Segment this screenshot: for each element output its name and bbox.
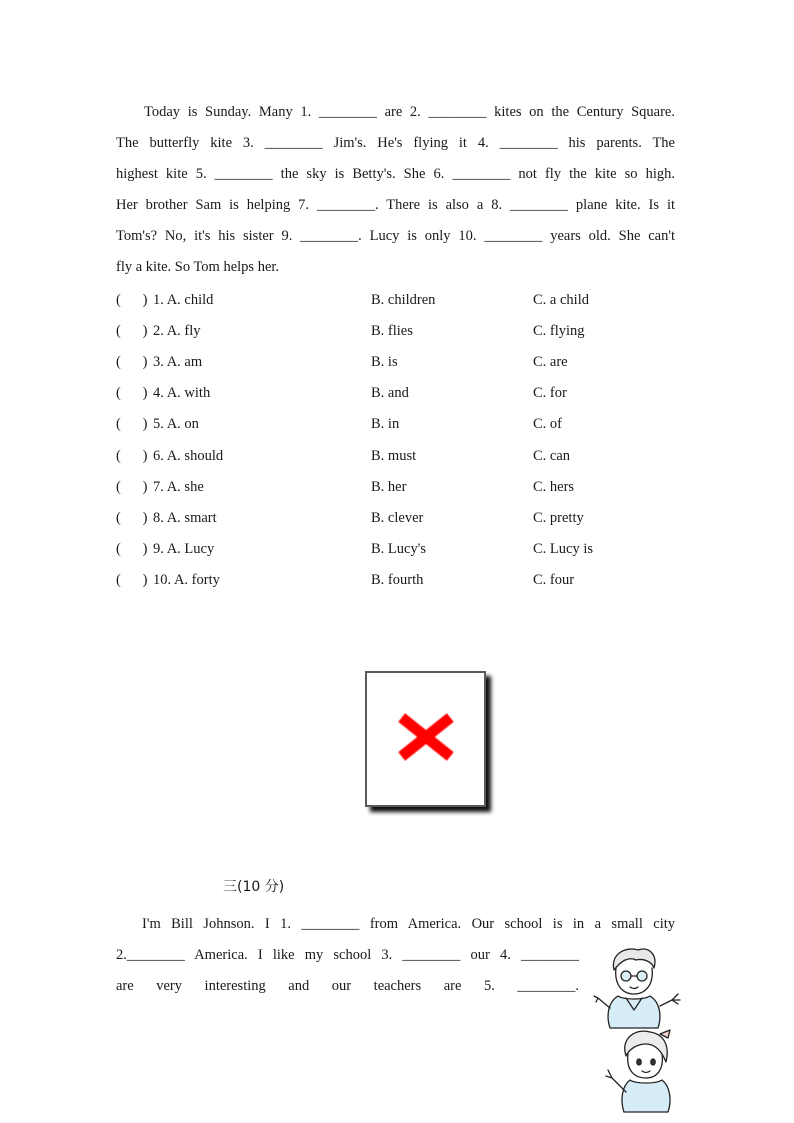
passage-1-line: highest kite 5. ________ the sky is Betty's. She 6. ________ not fly the kite so high. <box>116 166 675 182</box>
answer-blank[interactable]: ( ) <box>116 448 148 464</box>
option-b: B. flies <box>371 323 413 339</box>
answer-blank[interactable]: ( ) <box>116 572 148 588</box>
question-row <box>116 477 716 497</box>
passage-2-line: I'm Bill Johnson. I 1. ________ from America. Our school is in a small city <box>142 916 675 932</box>
option-a: 10. A. forty <box>153 572 220 588</box>
option-a: 5. A. on <box>153 416 199 432</box>
answer-blank[interactable]: ( ) <box>116 541 148 557</box>
passage-2-line: 2.________ America. I like my school 3. ________ our 4. ________ <box>116 947 579 963</box>
option-a: 9. A. Lucy <box>153 541 215 557</box>
question-row <box>116 321 716 341</box>
question-row <box>116 508 716 528</box>
option-b: B. clever <box>371 510 424 526</box>
question-row <box>116 570 716 590</box>
option-c: C. pretty <box>533 510 584 526</box>
option-b: B. children <box>371 292 436 308</box>
answer-blank[interactable]: ( ) <box>116 510 148 526</box>
option-a: 2. A. fly <box>153 323 201 339</box>
option-c: C. are <box>533 354 568 370</box>
option-c: C. a child <box>533 292 589 308</box>
option-c: C. flying <box>533 323 585 339</box>
answer-blank[interactable]: ( ) <box>116 292 148 308</box>
passage-1-line: The butterfly kite 3. ________ Jim's. He's flying it 4. ________ his parents. The <box>116 135 675 151</box>
question-row <box>116 446 716 466</box>
answer-blank[interactable]: ( ) <box>116 354 148 370</box>
question-row <box>116 352 716 372</box>
option-c: C. of <box>533 416 562 432</box>
question-row <box>116 539 716 559</box>
option-c: C. can <box>533 448 571 464</box>
option-b: B. her <box>371 479 407 495</box>
section-3-title: 三(10 分) <box>223 879 285 895</box>
answer-blank[interactable]: ( ) <box>116 479 148 495</box>
girl-pointing-illustration <box>600 1026 680 1114</box>
passage-1-line: Her brother Sam is helping 7. ________. There is also a 8. ________ plane kite. Is it <box>116 197 675 213</box>
option-a: 1. A. child <box>153 292 214 308</box>
option-b: B. Lucy's <box>371 541 426 557</box>
answer-blank[interactable]: ( ) <box>116 416 148 432</box>
option-c: C. four <box>533 572 575 588</box>
question-row <box>116 290 716 310</box>
option-b: B. and <box>371 385 409 401</box>
passage-1-line: Tom's? No, it's his sister 9. ________. Lucy is only 10. ________ years old. She can't <box>116 228 675 244</box>
broken-image-icon <box>397 713 455 761</box>
option-c: C. hers <box>533 479 575 495</box>
option-b: B. is <box>371 354 398 370</box>
option-b: B. must <box>371 448 417 464</box>
answer-blank[interactable]: ( ) <box>116 385 148 401</box>
option-a: 8. A. smart <box>153 510 217 526</box>
option-a: 6. A. should <box>153 448 224 464</box>
option-a: 3. A. am <box>153 354 203 370</box>
passage-1-line: Today is Sunday. Many 1. ________ are 2. ________ kites on the Century Square. <box>144 104 675 120</box>
option-b: B. in <box>371 416 400 432</box>
question-row <box>116 383 716 403</box>
option-a: 7. A. she <box>153 479 204 495</box>
broken-image-placeholder <box>365 671 486 807</box>
option-b: B. fourth <box>371 572 424 588</box>
passage-2-line: are very interesting and our teachers are 5. ________. <box>116 978 579 994</box>
option-c: C. for <box>533 385 567 401</box>
passage-1-line: fly a kite. So Tom helps her. <box>116 259 280 275</box>
answer-blank[interactable]: ( ) <box>116 323 148 339</box>
option-a: 4. A. with <box>153 385 211 401</box>
question-row <box>116 414 716 434</box>
option-c: C. Lucy is <box>533 541 594 557</box>
boy-with-glasses-illustration <box>592 944 684 1030</box>
